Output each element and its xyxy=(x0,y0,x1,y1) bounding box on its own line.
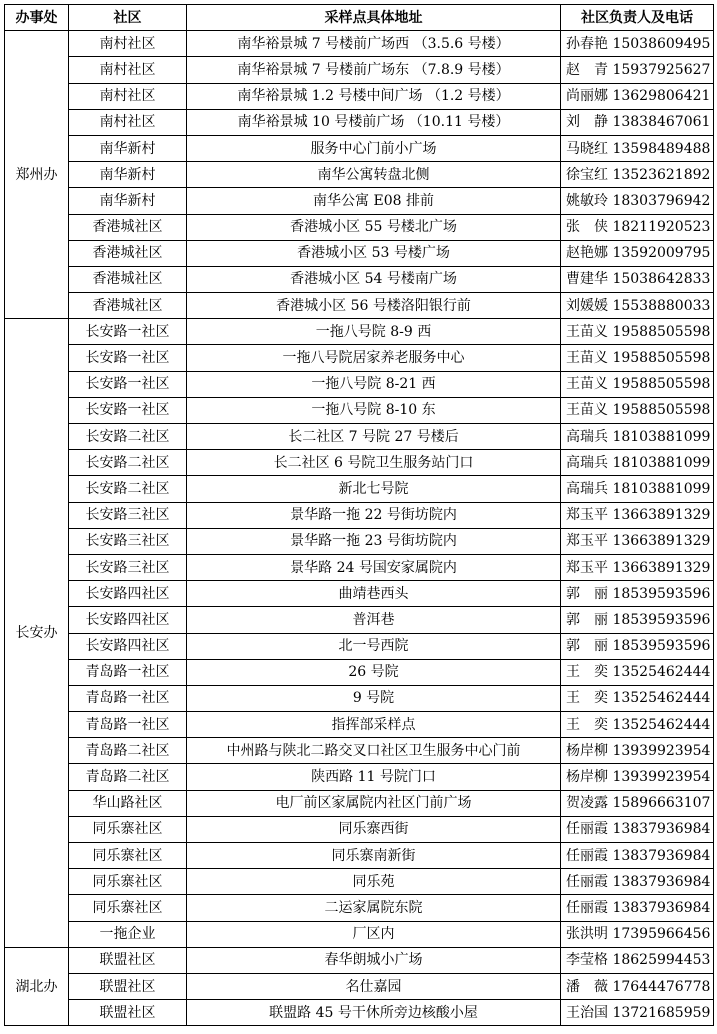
contact-cell: 郑玉平 13663891329 xyxy=(561,502,714,528)
table-row xyxy=(5,528,714,554)
community-cell: 青岛路一社区 xyxy=(69,659,187,685)
community-cell: 长安路三社区 xyxy=(69,554,187,580)
contact-cell: 王治国 13721685959 xyxy=(561,1000,714,1026)
community-cell: 南华新村 xyxy=(69,135,187,161)
community-cell: 联盟社区 xyxy=(69,947,187,973)
contact-cell: 郑玉平 13663891329 xyxy=(561,554,714,580)
contact-cell: 郑玉平 13663891329 xyxy=(561,528,714,554)
contact-cell: 王 奕 13525462444 xyxy=(561,685,714,711)
contact-cell: 杨岸柳 13939923954 xyxy=(561,764,714,790)
address-cell: 长二社区 6 号院卫生服务站门口 xyxy=(187,450,561,476)
address-cell: 同乐寨南新街 xyxy=(187,843,561,869)
contact-cell: 任丽霞 13837936984 xyxy=(561,816,714,842)
contact-cell: 马晓红 13598489488 xyxy=(561,135,714,161)
address-cell: 香港城小区 55 号楼北广场 xyxy=(187,214,561,240)
table-row xyxy=(5,214,714,240)
community-cell: 华山路社区 xyxy=(69,790,187,816)
table-row xyxy=(5,162,714,188)
address-cell: 南华公寓转盘北侧 xyxy=(187,162,561,188)
community-cell: 同乐寨社区 xyxy=(69,843,187,869)
contact-cell: 任丽霞 13837936984 xyxy=(561,843,714,869)
table-row xyxy=(5,240,714,266)
table-row xyxy=(5,371,714,397)
address-cell: 新北七号院 xyxy=(187,476,561,502)
community-cell: 青岛路二社区 xyxy=(69,764,187,790)
community-cell: 青岛路一社区 xyxy=(69,685,187,711)
table-row xyxy=(5,450,714,476)
address-cell: 一拖八号院 8-10 东 xyxy=(187,397,561,423)
community-cell: 长安路四社区 xyxy=(69,581,187,607)
community-cell: 香港城社区 xyxy=(69,266,187,292)
community-cell: 同乐寨社区 xyxy=(69,895,187,921)
address-cell: 曲靖巷西头 xyxy=(187,581,561,607)
contact-cell: 郭 丽 18539593596 xyxy=(561,607,714,633)
contact-cell: 徐宝红 13523621892 xyxy=(561,162,714,188)
table-row xyxy=(5,554,714,580)
table-row xyxy=(5,502,714,528)
community-cell: 南村社区 xyxy=(69,109,187,135)
contact-cell: 郭 丽 18539593596 xyxy=(561,581,714,607)
table-row xyxy=(5,921,714,947)
community-cell: 南华新村 xyxy=(69,188,187,214)
community-cell: 一拖企业 xyxy=(69,921,187,947)
table-row xyxy=(5,738,714,764)
table-row xyxy=(5,1000,714,1026)
table-row xyxy=(5,895,714,921)
contact-cell: 王 奕 13525462444 xyxy=(561,659,714,685)
table-row xyxy=(5,685,714,711)
contact-cell: 任丽霞 13837936984 xyxy=(561,869,714,895)
community-cell: 长安路二社区 xyxy=(69,476,187,502)
address-cell: 中州路与陕北二路交叉口社区卫生服务中心门前 xyxy=(187,738,561,764)
table-row xyxy=(5,109,714,135)
table-row xyxy=(5,973,714,999)
address-cell: 陕西路 11 号院门口 xyxy=(187,764,561,790)
contact-cell: 孙春艳 15038609495 xyxy=(561,31,714,57)
community-cell: 长安路一社区 xyxy=(69,397,187,423)
address-cell: 长二社区 7 号院 27 号楼后 xyxy=(187,424,561,450)
table-row xyxy=(5,319,714,345)
table-row xyxy=(5,293,714,319)
community-cell: 长安路四社区 xyxy=(69,607,187,633)
contact-cell: 高瑞兵 18103881099 xyxy=(561,476,714,502)
table-row xyxy=(5,633,714,659)
address-cell: 香港城小区 53 号楼广场 xyxy=(187,240,561,266)
community-cell: 长安路三社区 xyxy=(69,502,187,528)
contact-cell: 张洪明 17395966456 xyxy=(561,921,714,947)
table-row xyxy=(5,83,714,109)
header-row xyxy=(5,5,714,31)
community-cell: 长安路四社区 xyxy=(69,633,187,659)
community-cell: 长安路二社区 xyxy=(69,450,187,476)
community-cell: 长安路一社区 xyxy=(69,371,187,397)
community-cell: 联盟社区 xyxy=(69,973,187,999)
address-cell: 一拖八号院 8-21 西 xyxy=(187,371,561,397)
community-cell: 长安路一社区 xyxy=(69,345,187,371)
office-cell: 郑州办 xyxy=(5,31,69,319)
contact-cell: 王苗义 19588505598 xyxy=(561,371,714,397)
community-cell: 长安路一社区 xyxy=(69,319,187,345)
address-cell: 景华路 24 号国安家属院内 xyxy=(187,554,561,580)
address-cell: 26 号院 xyxy=(187,659,561,685)
table-row xyxy=(5,607,714,633)
address-cell: 南华裕景城 1.2 号楼中间广场 （1.2 号楼） xyxy=(187,83,561,109)
address-cell: 南华裕景城 10 号楼前广场 （10.11 号楼） xyxy=(187,109,561,135)
community-cell: 联盟社区 xyxy=(69,1000,187,1026)
address-cell: 同乐苑 xyxy=(187,869,561,895)
community-cell: 南村社区 xyxy=(69,31,187,57)
community-cell: 香港城社区 xyxy=(69,293,187,319)
address-cell: 一拖八号院居家养老服务中心 xyxy=(187,345,561,371)
address-cell: 北一号西院 xyxy=(187,633,561,659)
table-row xyxy=(5,135,714,161)
address-cell: 同乐寨西街 xyxy=(187,816,561,842)
address-cell: 景华路一拖 23 号街坊院内 xyxy=(187,528,561,554)
header-community: 社区 xyxy=(69,5,187,31)
community-cell: 香港城社区 xyxy=(69,240,187,266)
contact-cell: 任丽霞 13837936984 xyxy=(561,895,714,921)
address-cell: 南华裕景城 7 号楼前广场东 （7.8.9 号楼） xyxy=(187,57,561,83)
table-row xyxy=(5,188,714,214)
contact-cell: 王苗义 19588505598 xyxy=(561,397,714,423)
address-cell: 服务中心门前小广场 xyxy=(187,135,561,161)
table-row xyxy=(5,581,714,607)
table-body xyxy=(5,31,714,1026)
contact-cell: 王苗义 19588505598 xyxy=(561,345,714,371)
contact-cell: 贺凌露 15896663107 xyxy=(561,790,714,816)
community-cell: 长安路二社区 xyxy=(69,424,187,450)
table-row xyxy=(5,790,714,816)
contact-cell: 刘媛媛 15538880033 xyxy=(561,293,714,319)
contact-cell: 尚丽娜 13629806421 xyxy=(561,83,714,109)
table-row xyxy=(5,816,714,842)
address-cell: 9 号院 xyxy=(187,685,561,711)
community-cell: 南村社区 xyxy=(69,83,187,109)
contact-cell: 曹建华 15038642833 xyxy=(561,266,714,292)
table-row xyxy=(5,659,714,685)
address-cell: 景华路一拖 22 号街坊院内 xyxy=(187,502,561,528)
contact-cell: 张 侠 18211920523 xyxy=(561,214,714,240)
header-contact: 社区负责人及电话 xyxy=(561,5,714,31)
contact-cell: 郭 丽 18539593596 xyxy=(561,633,714,659)
contact-cell: 赵 青 15937925627 xyxy=(561,57,714,83)
community-cell: 同乐寨社区 xyxy=(69,816,187,842)
table-row xyxy=(5,869,714,895)
table-row xyxy=(5,947,714,973)
table-row xyxy=(5,345,714,371)
community-cell: 青岛路二社区 xyxy=(69,738,187,764)
address-cell: 联盟路 45 号干休所旁边核酸小屋 xyxy=(187,1000,561,1026)
community-cell: 同乐寨社区 xyxy=(69,869,187,895)
community-cell: 南村社区 xyxy=(69,57,187,83)
table-row xyxy=(5,397,714,423)
address-cell: 香港城小区 56 号楼洛阳银行前 xyxy=(187,293,561,319)
contact-cell: 王 奕 13525462444 xyxy=(561,712,714,738)
address-cell: 二运家属院东院 xyxy=(187,895,561,921)
contact-cell: 高瑞兵 18103881099 xyxy=(561,424,714,450)
table-row xyxy=(5,57,714,83)
table-row xyxy=(5,764,714,790)
address-cell: 指挥部采样点 xyxy=(187,712,561,738)
address-cell: 春华朗城小广场 xyxy=(187,947,561,973)
table-row xyxy=(5,266,714,292)
office-cell: 长安办 xyxy=(5,319,69,948)
address-cell: 南华裕景城 7 号楼前广场西 （3.5.6 号楼） xyxy=(187,31,561,57)
address-cell: 香港城小区 54 号楼南广场 xyxy=(187,266,561,292)
sampling-point-table xyxy=(4,4,714,1026)
address-cell: 电厂前区家属院内社区门前广场 xyxy=(187,790,561,816)
header-address: 采样点具体地址 xyxy=(187,5,561,31)
contact-cell: 高瑞兵 18103881099 xyxy=(561,450,714,476)
community-cell: 香港城社区 xyxy=(69,214,187,240)
address-cell: 名仕嘉园 xyxy=(187,973,561,999)
address-cell: 普洱巷 xyxy=(187,607,561,633)
header-office: 办事处 xyxy=(5,5,69,31)
contact-cell: 刘 静 13838467061 xyxy=(561,109,714,135)
table-row xyxy=(5,31,714,57)
table-row xyxy=(5,843,714,869)
contact-cell: 赵艳娜 13592009795 xyxy=(561,240,714,266)
address-cell: 厂区内 xyxy=(187,921,561,947)
office-cell: 湖北办 xyxy=(5,947,69,1026)
community-cell: 南华新村 xyxy=(69,162,187,188)
contact-cell: 潘 薇 17644476778 xyxy=(561,973,714,999)
contact-cell: 杨岸柳 13939923954 xyxy=(561,738,714,764)
table-row xyxy=(5,476,714,502)
table-row xyxy=(5,424,714,450)
contact-cell: 姚敏玲 18303796942 xyxy=(561,188,714,214)
contact-cell: 王苗义 19588505598 xyxy=(561,319,714,345)
address-cell: 一拖八号院 8-9 西 xyxy=(187,319,561,345)
address-cell: 南华公寓 E08 排前 xyxy=(187,188,561,214)
table-row xyxy=(5,712,714,738)
community-cell: 长安路三社区 xyxy=(69,528,187,554)
community-cell: 青岛路一社区 xyxy=(69,712,187,738)
contact-cell: 李莹格 18625994453 xyxy=(561,947,714,973)
